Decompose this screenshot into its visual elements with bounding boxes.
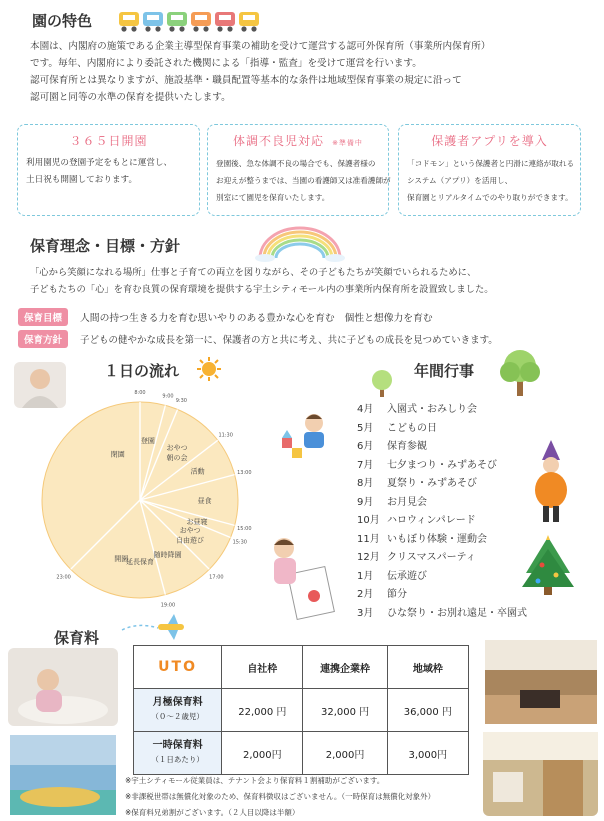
list-item: [357, 493, 427, 508]
event-name: こどもの日: [387, 422, 437, 434]
event-name: お月見会: [387, 496, 427, 508]
event-month: 12月: [357, 552, 380, 563]
list-item: [357, 604, 527, 619]
halloween-child-illustration: [528, 440, 574, 525]
baby-photo: [14, 362, 66, 408]
event-month: 1月: [357, 570, 374, 582]
day-title: １日の流れ: [104, 362, 180, 380]
fee-logo-cell: [134, 646, 222, 689]
baby-sitting-photo: [8, 648, 118, 726]
clock-tick-label: 15:00: [237, 525, 252, 532]
features-title: 園の特色: [32, 12, 93, 30]
train-illustration: [115, 4, 265, 36]
events-title: 年間行事: [414, 362, 475, 380]
event-name: クリスマスパーティ: [387, 552, 476, 563]
clock-tick-label: 15:30: [232, 539, 247, 546]
card-title: 保護者アプリを導入: [431, 134, 548, 148]
fee-col-header: 地域枠: [387, 646, 468, 689]
fee-row-header: 一時保育料 （１日あたり）: [134, 732, 222, 775]
event-month: 3月: [357, 607, 374, 619]
fees-title: 保育料: [54, 629, 100, 647]
event-name: いもぼり体験・運動会: [387, 533, 487, 545]
event-name: 伝承遊び: [387, 570, 427, 582]
clock-segment-label: おやつ: [166, 443, 188, 452]
event-month: 9月: [357, 496, 374, 508]
clock-segment-label: お昼寝: [186, 518, 208, 527]
clock-segment-label: 随時降園: [153, 551, 182, 560]
list-item: [357, 419, 437, 434]
philosophy-text: 「心から笑顔になれる場所」仕事と子育ての両立を図りながら、その子どもたちが笑顔でいられるために、 子どもたちの「心」を育む良質の保育環境を提供する宇土シティモール内の事業所内保育所を設置致しました。: [30, 267, 494, 295]
preparing-note: ※準備中: [332, 139, 363, 147]
card-sick-child: 体調不良児対応 ※準備中 登園後、急な体調不良の場合でも、保護者様の お迎えが整うまでは、当園の看護師又は准看護師が 別室にて園児を保育いたします。: [207, 124, 389, 216]
clock-tick-label: 9:30: [175, 398, 187, 405]
policy-tag: 保育方針: [18, 330, 68, 348]
fee-note: ※宇土シティモール従業員は、テナント会より保育料１割補助がございます。: [125, 776, 385, 785]
uto-logo: UTO: [158, 659, 197, 675]
event-name: 節分: [387, 589, 407, 600]
fee-cell: 36,000 円: [387, 689, 468, 732]
list-item: [357, 548, 476, 563]
clock-segment-label: 開園: [114, 554, 129, 563]
clock-tick-label: 19:00: [160, 602, 176, 609]
clock-tick-label: 17:00: [209, 574, 224, 581]
clock-tick-label: 11:30: [218, 432, 233, 439]
child-blocks-illustration: [278, 408, 338, 463]
tree-icon: [490, 340, 550, 400]
fee-row-header: 月極保育料 （０～２歳児）: [134, 689, 222, 732]
clock-tick-label: 9:00: [162, 393, 174, 400]
list-item: [357, 511, 476, 526]
event-name: 保育参観: [387, 441, 427, 452]
fee-note: ※保育料兄弟割がございます。（２人目以降は半額）: [125, 808, 300, 817]
clock-segment-label: 朝の会: [166, 453, 188, 462]
clock-segment-label: 活動: [190, 467, 205, 476]
event-name: ひな祭り・お別れ遠足・卒園式: [387, 607, 527, 619]
philosophy-title: 保育理念・目標・方針: [30, 237, 181, 255]
card-title: ３６５日開園: [69, 134, 148, 148]
event-name: ハロウィンパレード: [387, 515, 476, 526]
list-item: [357, 567, 427, 582]
clock-tick-label: 13:00: [237, 470, 252, 477]
fee-cell: 32,000 円: [303, 689, 387, 732]
sun-icon: [196, 356, 222, 382]
fee-col-header: 連携企業枠: [303, 646, 387, 689]
goal-tag: 保育目標: [18, 308, 68, 326]
fee-cell: 2,000円: [303, 732, 387, 775]
list-item: [357, 474, 477, 489]
event-month: 2月: [357, 589, 374, 600]
event-month: 10月: [357, 515, 380, 526]
fee-cell: 3,000円: [387, 732, 468, 775]
clock-segment-label: おやつ: [179, 526, 201, 535]
event-month: 6月: [357, 441, 374, 452]
event-name: 入園式・おみしり会: [387, 404, 477, 415]
clock-segment-label: 延長保育: [126, 557, 154, 566]
features-text: 本園は、内閣府の施策である企業主導型保育事業の補助を受けて運営する認可外保育所（事業所内保育所） です。毎年、内閣府により委託された機関による「指導・監査」を受けて運営を行います。 認可保育所とは異なりますが、施設基準・職員配置等基本的な条件は地域型保育事業の規定に沿って 認可園と同等の水準の保育を提供いたします。: [30, 41, 491, 103]
airplane-icon: [118, 610, 193, 646]
policy-text: 子どもの健やかな成長を第一に、保護者の方と共に考え、共に子どもの成長を見つめていきます。: [80, 335, 498, 346]
table-row: [134, 732, 469, 775]
fee-cell: 2,000円: [222, 732, 303, 775]
daily-schedule-clock: [20, 380, 270, 609]
list-item: [357, 530, 487, 545]
clock-segment-label: 登園: [140, 436, 155, 445]
goal-text: 人間の持つ生きる力を育む思いやりのある豊かな心を育む 個性と想像力を育む: [80, 313, 433, 324]
event-month: 4月: [357, 404, 374, 415]
clock-segment-label: 自由遊び: [176, 536, 205, 545]
card-parent-app: 保護者アプリを導入 「コドモン」という保護者と円滑に連絡が取れる システム（アプリ）を活用し、 保育園とリアルタイムでのやり取りができます。: [398, 124, 581, 216]
event-month: 7月: [357, 459, 374, 471]
child-drawing-illustration: [262, 530, 334, 622]
christmas-tree-icon: [512, 535, 584, 597]
fee-col-header: 自社枠: [222, 646, 303, 689]
list-item: [357, 585, 407, 600]
event-month: 11月: [357, 533, 380, 545]
event-month: 5月: [357, 422, 374, 434]
card-365-open: ３６５日開園 利用園児の登園予定をもとに運営し、 土日祝も開園しております。: [17, 124, 200, 216]
hallway-photo: [483, 732, 598, 816]
fee-note: ※非課税世帯は無償化対象のため、保育料徴収はございません。（一時保育は無償化対象外）: [125, 792, 436, 801]
list-item: [357, 400, 477, 415]
clock-segment-label: 閉園: [110, 450, 125, 459]
clock-tick-label: 8:00: [134, 390, 146, 396]
list-item: [357, 437, 427, 452]
card-title: 体調不良児対応: [233, 134, 325, 148]
table-row: [134, 689, 469, 732]
clock-segment-label: 昼食: [197, 497, 212, 505]
event-month: 8月: [357, 478, 374, 489]
event-name: 七夕まつり・みずあそび: [387, 459, 497, 471]
nursery-room-photo: [485, 640, 597, 724]
fee-cell: 22,000 円: [222, 689, 303, 732]
rainbow-icon: [255, 222, 345, 262]
fee-table: [133, 645, 469, 775]
playroom-photo: [10, 735, 116, 815]
list-item: [357, 456, 497, 471]
small-tree-icon: [365, 365, 399, 399]
event-name: 夏祭り・みずあそび: [387, 478, 477, 489]
clock-tick-label: 23:00: [56, 574, 71, 581]
